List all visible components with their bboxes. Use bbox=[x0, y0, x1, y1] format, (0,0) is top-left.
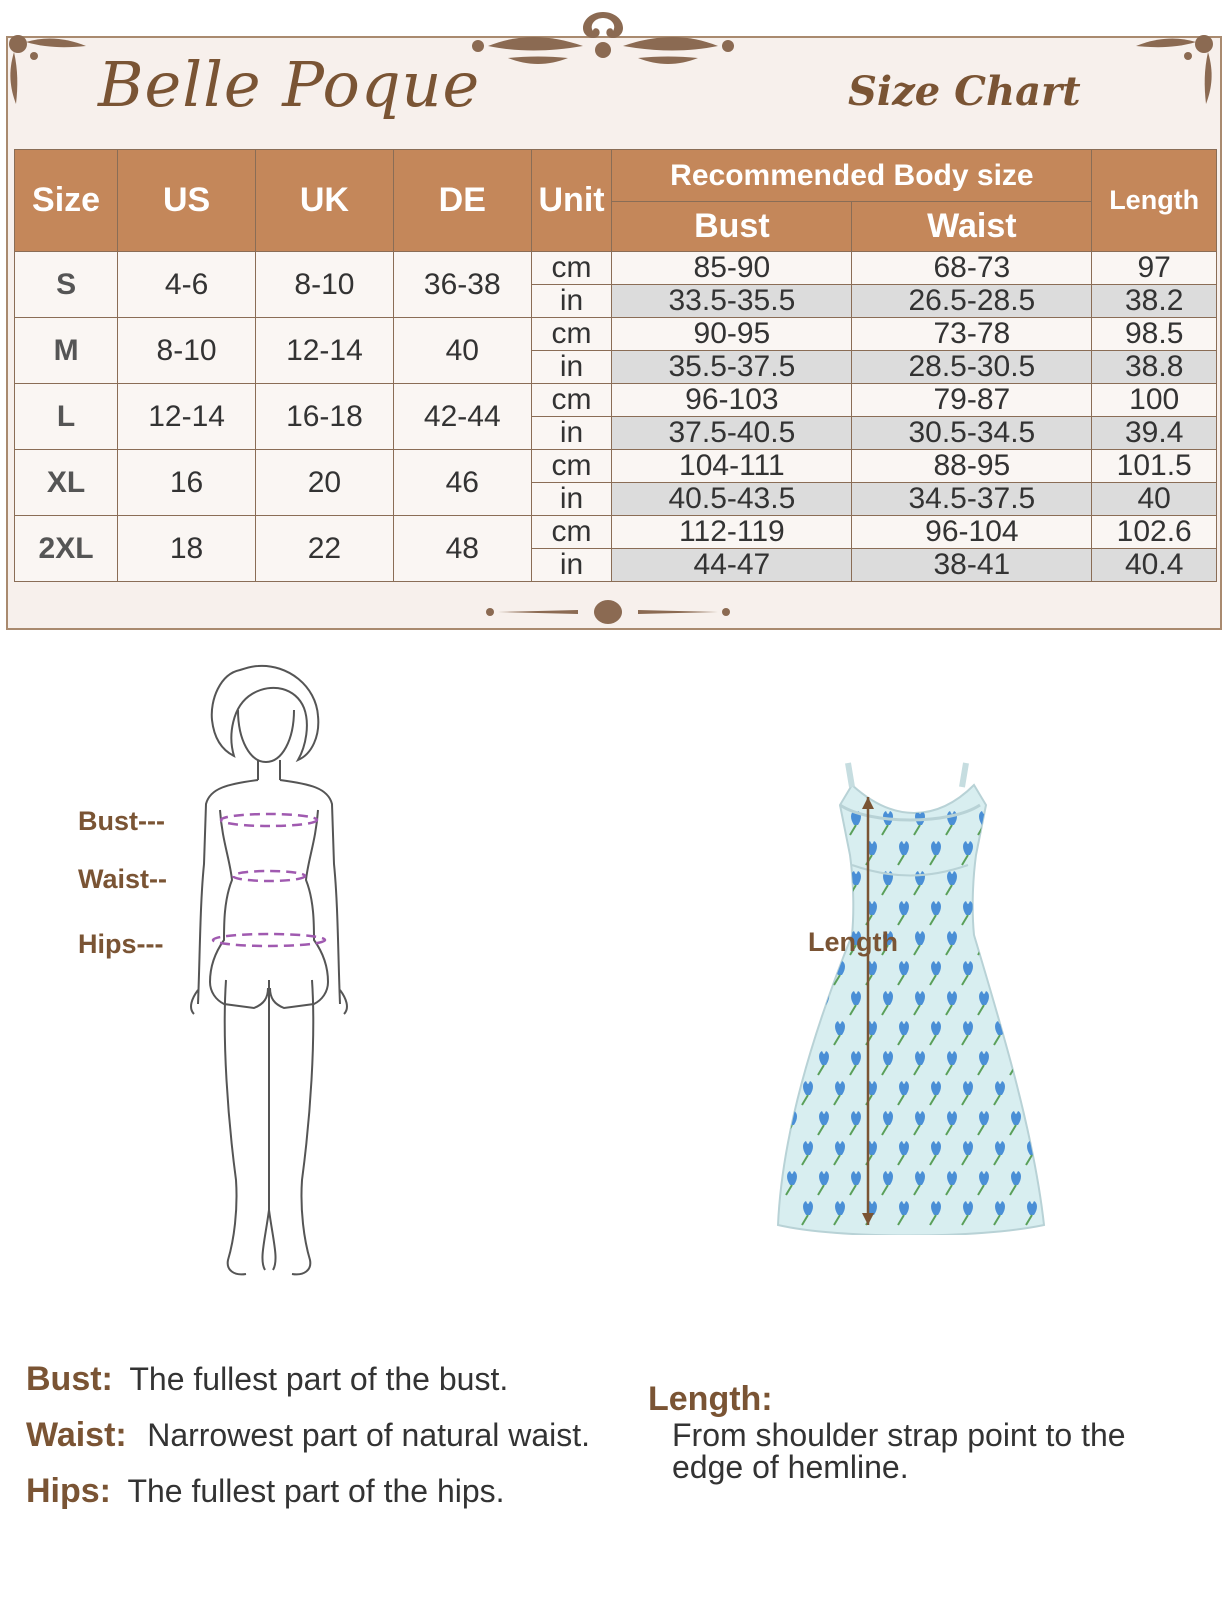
cell-us: 16 bbox=[118, 450, 256, 516]
tulip-print-icon bbox=[995, 841, 1005, 855]
cell-cm-waist: 68-73 bbox=[852, 252, 1092, 285]
cell-size: M bbox=[15, 318, 118, 384]
cell-in-waist: 28.5-30.5 bbox=[852, 351, 1092, 384]
tulip-stem-icon bbox=[1010, 945, 1016, 955]
tulip-print-icon bbox=[1011, 811, 1021, 825]
tulip-print-icon bbox=[1027, 1081, 1037, 1095]
bust-definition-key: Bust: bbox=[26, 1360, 113, 1398]
tulip-print-icon bbox=[1027, 1021, 1037, 1035]
tulip-stem-icon bbox=[994, 975, 1000, 985]
cell-de: 42-44 bbox=[393, 384, 531, 450]
tulip-print-icon bbox=[787, 931, 797, 945]
tulip-print-icon bbox=[979, 931, 989, 945]
bust-definition-text: The fullest part of the bust. bbox=[129, 1361, 509, 1397]
cell-in-bust: 40.5-43.5 bbox=[612, 483, 852, 516]
tulip-print-icon bbox=[835, 901, 845, 915]
cell-uk: 16-18 bbox=[256, 384, 394, 450]
brand-logo: Belle Poque bbox=[98, 48, 481, 121]
hips-definition-key: Hips: bbox=[26, 1472, 111, 1510]
waist-label: Waist-- bbox=[78, 864, 167, 894]
cell-cm-unit: cm bbox=[531, 516, 612, 549]
cell-de: 48 bbox=[393, 516, 531, 582]
cell-in-bust: 37.5-40.5 bbox=[612, 417, 852, 450]
length-definition bbox=[648, 1380, 1126, 1483]
cell-cm-length: 100 bbox=[1092, 384, 1217, 417]
bust-definition bbox=[26, 1360, 508, 1399]
tulip-stem-icon bbox=[786, 945, 792, 955]
tulip-print-icon bbox=[995, 961, 1005, 975]
tulip-stem-icon bbox=[786, 1065, 792, 1075]
tulip-print-icon bbox=[1027, 841, 1037, 855]
tulip-stem-icon bbox=[802, 975, 808, 985]
cell-us: 12-14 bbox=[118, 384, 256, 450]
tulip-stem-icon bbox=[1010, 1005, 1016, 1015]
size-chart-title: Size Chart bbox=[848, 68, 1081, 115]
cell-size: 2XL bbox=[15, 516, 118, 582]
tulip-stem-icon bbox=[834, 915, 840, 925]
length-definition-line2: edge of hemline. bbox=[672, 1449, 909, 1485]
tulip-print-icon bbox=[787, 991, 797, 1005]
cell-in-unit: in bbox=[531, 549, 612, 582]
tulip-print-icon bbox=[787, 1051, 797, 1065]
cell-uk: 12-14 bbox=[256, 318, 394, 384]
table-row bbox=[15, 318, 1217, 351]
header-recommended-body-size: Recommended Body size bbox=[612, 150, 1092, 202]
tulip-stem-icon bbox=[994, 855, 1000, 865]
tulip-stem-icon bbox=[786, 885, 792, 895]
cell-size: XL bbox=[15, 450, 118, 516]
cell-cm-waist: 79-87 bbox=[852, 384, 1092, 417]
top-center-ornament-icon bbox=[448, 6, 758, 76]
cell-in-bust: 35.5-37.5 bbox=[612, 351, 852, 384]
header-size: Size bbox=[15, 150, 118, 252]
cell-in-waist: 38-41 bbox=[852, 549, 1092, 582]
cell-cm-length: 101.5 bbox=[1092, 450, 1217, 483]
tulip-print-icon bbox=[1027, 961, 1037, 975]
length-label: Length bbox=[808, 927, 898, 957]
cell-size: L bbox=[15, 384, 118, 450]
tulip-stem-icon bbox=[786, 1005, 792, 1015]
cell-cm-bust: 90-95 bbox=[612, 318, 852, 351]
length-definition-key: Length: bbox=[648, 1380, 773, 1418]
cell-de: 46 bbox=[393, 450, 531, 516]
cell-cm-unit: cm bbox=[531, 450, 612, 483]
tulip-stem-icon bbox=[1026, 975, 1032, 985]
cell-in-waist: 30.5-34.5 bbox=[852, 417, 1092, 450]
left-corner-ornament-icon bbox=[4, 30, 94, 110]
tulip-print-icon bbox=[995, 901, 1005, 915]
cell-cm-unit: cm bbox=[531, 318, 612, 351]
cell-cm-waist: 73-78 bbox=[852, 318, 1092, 351]
tulip-stem-icon bbox=[1010, 825, 1016, 835]
tulip-print-icon bbox=[803, 841, 813, 855]
cell-cm-bust: 112-119 bbox=[612, 516, 852, 549]
cell-in-waist: 26.5-28.5 bbox=[852, 285, 1092, 318]
size-table bbox=[14, 149, 1217, 582]
header-bust: Bust bbox=[612, 202, 852, 252]
body-figure-illustration bbox=[180, 650, 350, 1300]
cell-us: 8-10 bbox=[118, 318, 256, 384]
table-row bbox=[15, 252, 1217, 285]
cell-cm-bust: 85-90 bbox=[612, 252, 852, 285]
cell-uk: 8-10 bbox=[256, 252, 394, 318]
tulip-stem-icon bbox=[1026, 1035, 1032, 1045]
bottom-ornament-icon bbox=[478, 596, 738, 628]
length-definition-line1: From shoulder strap point to the bbox=[672, 1417, 1126, 1453]
tulip-print-icon bbox=[803, 1021, 813, 1035]
cell-cm-bust: 96-103 bbox=[612, 384, 852, 417]
cell-us: 4-6 bbox=[118, 252, 256, 318]
cell-uk: 20 bbox=[256, 450, 394, 516]
cell-in-bust: 33.5-35.5 bbox=[612, 285, 852, 318]
hips-definition bbox=[26, 1472, 505, 1511]
tulip-stem-icon bbox=[978, 885, 984, 895]
cell-in-length: 40 bbox=[1092, 483, 1217, 516]
header-length: Length bbox=[1092, 150, 1217, 252]
cell-cm-length: 98.5 bbox=[1092, 318, 1217, 351]
table-row bbox=[15, 516, 1217, 549]
cell-in-unit: in bbox=[531, 351, 612, 384]
cell-cm-length: 102.6 bbox=[1092, 516, 1217, 549]
tulip-print-icon bbox=[1027, 901, 1037, 915]
tulip-print-icon bbox=[979, 871, 989, 885]
table-row bbox=[15, 384, 1217, 417]
header-uk: UK bbox=[256, 150, 394, 252]
cell-in-length: 39.4 bbox=[1092, 417, 1217, 450]
cell-in-bust: 44-47 bbox=[612, 549, 852, 582]
tulip-print-icon bbox=[1011, 991, 1021, 1005]
tulip-print-icon bbox=[1011, 931, 1021, 945]
cell-us: 18 bbox=[118, 516, 256, 582]
cell-in-length: 38.2 bbox=[1092, 285, 1217, 318]
bust-label: Bust--- bbox=[78, 806, 165, 836]
tulip-print-icon bbox=[1011, 1051, 1021, 1065]
table-row bbox=[15, 450, 1217, 483]
tulip-stem-icon bbox=[818, 885, 824, 895]
waist-definition-text: Narrowest part of natural waist. bbox=[147, 1417, 591, 1453]
cell-in-waist: 34.5-37.5 bbox=[852, 483, 1092, 516]
cell-cm-waist: 96-104 bbox=[852, 516, 1092, 549]
cell-cm-bust: 104-111 bbox=[612, 450, 852, 483]
tulip-stem-icon bbox=[818, 825, 824, 835]
cell-in-unit: in bbox=[531, 417, 612, 450]
hips-definition-text: The fullest part of the hips. bbox=[127, 1473, 505, 1509]
cell-de: 36-38 bbox=[393, 252, 531, 318]
cell-cm-unit: cm bbox=[531, 384, 612, 417]
tulip-stem-icon bbox=[994, 915, 1000, 925]
cell-in-length: 40.4 bbox=[1092, 549, 1217, 582]
tulip-stem-icon bbox=[1026, 1095, 1032, 1105]
waist-definition bbox=[26, 1416, 590, 1455]
cell-in-unit: in bbox=[531, 285, 612, 318]
tulip-print-icon bbox=[803, 901, 813, 915]
tulip-print-icon bbox=[803, 961, 813, 975]
header-us: US bbox=[118, 150, 256, 252]
cell-cm-unit: cm bbox=[531, 252, 612, 285]
tulip-stem-icon bbox=[1026, 915, 1032, 925]
tulip-print-icon bbox=[819, 871, 829, 885]
right-corner-ornament-icon bbox=[1128, 30, 1218, 110]
tulip-print-icon bbox=[787, 811, 797, 825]
waist-definition-key: Waist: bbox=[26, 1416, 127, 1454]
tulip-stem-icon bbox=[1010, 885, 1016, 895]
table-body bbox=[15, 252, 1217, 582]
tulip-stem-icon bbox=[786, 825, 792, 835]
cell-cm-waist: 88-95 bbox=[852, 450, 1092, 483]
tulip-stem-icon bbox=[802, 1035, 808, 1045]
tulip-print-icon bbox=[1011, 871, 1021, 885]
cell-size: S bbox=[15, 252, 118, 318]
header-waist: Waist bbox=[852, 202, 1092, 252]
cell-in-unit: in bbox=[531, 483, 612, 516]
cell-uk: 22 bbox=[256, 516, 394, 582]
hips-label: Hips--- bbox=[78, 929, 164, 959]
tulip-print-icon bbox=[787, 871, 797, 885]
dress-illustration bbox=[770, 755, 1050, 1235]
cell-in-length: 38.8 bbox=[1092, 351, 1217, 384]
cell-de: 40 bbox=[393, 318, 531, 384]
tulip-stem-icon bbox=[802, 915, 808, 925]
header-de: DE bbox=[393, 150, 531, 252]
tulip-stem-icon bbox=[1026, 855, 1032, 865]
cell-cm-length: 97 bbox=[1092, 252, 1217, 285]
tulip-print-icon bbox=[819, 811, 829, 825]
header-unit: Unit bbox=[531, 150, 612, 252]
tulip-stem-icon bbox=[802, 855, 808, 865]
tulip-stem-icon bbox=[834, 855, 840, 865]
tulip-print-icon bbox=[835, 841, 845, 855]
